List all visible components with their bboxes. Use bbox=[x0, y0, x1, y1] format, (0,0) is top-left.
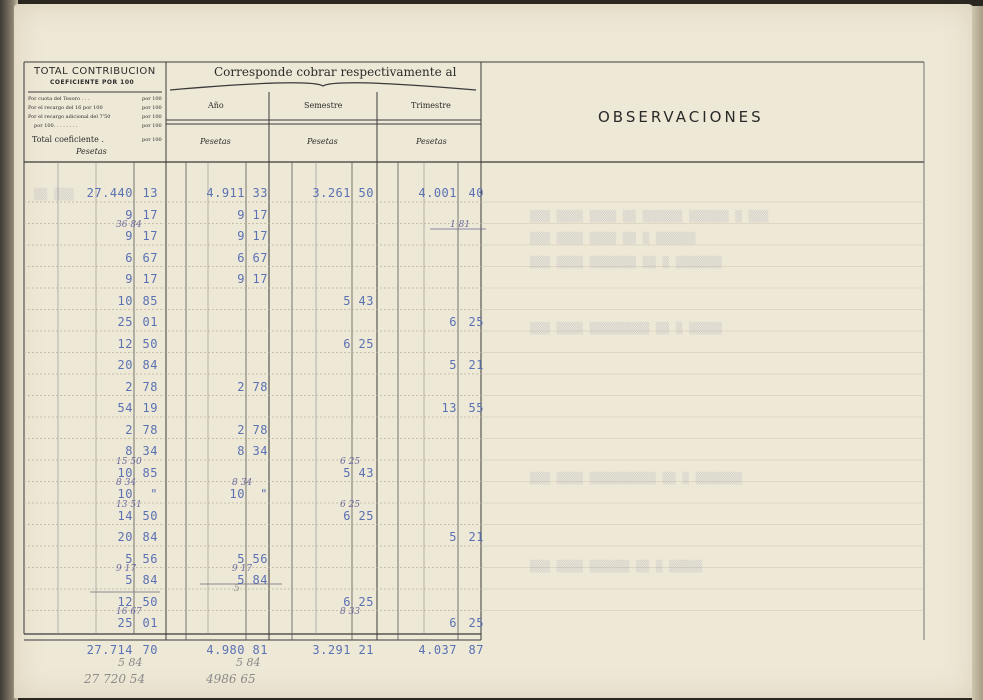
handwritten-note: 13 51 bbox=[116, 499, 142, 510]
amount-int: 10 bbox=[117, 465, 133, 480]
ghost-text: ▒▒ ▒▒▒ bbox=[34, 188, 74, 201]
amount-dec: 01 bbox=[142, 616, 158, 630]
total-int: 4.037 bbox=[418, 643, 457, 657]
amount-int: 13 bbox=[441, 401, 457, 415]
amount-dec: 67 bbox=[252, 250, 268, 265]
amount-int: 4.911 bbox=[206, 186, 245, 200]
amount-int: 9 bbox=[237, 229, 245, 243]
ghost-text: ▒▒▒ ▒▒▒▒ ▒▒▒▒ ▒▒ ▒▒▒▒▒▒ ▒▒▒▒▒▒ ▒ ▒▒▒ bbox=[530, 210, 769, 223]
amount-int: 8 bbox=[125, 444, 133, 458]
amount-int: 5 bbox=[343, 293, 351, 308]
line-cuota: Por cuota del Tesoro . . . bbox=[28, 96, 90, 102]
amount-int: 12 bbox=[117, 594, 133, 609]
amount-dec: 19 bbox=[142, 401, 158, 415]
pesetas-trimestre: Pesetas bbox=[416, 137, 447, 146]
amount-int: 5 bbox=[237, 551, 245, 566]
amount-int: 20 bbox=[117, 358, 133, 372]
amount-int: 5 bbox=[449, 530, 457, 544]
amount-int: 10 bbox=[117, 487, 133, 501]
ghost-text: ▒▒▒ ▒▒▒▒ ▒▒▒▒▒▒▒▒▒▒ ▒▒ ▒ ▒▒▒▒▒▒▒ bbox=[530, 472, 742, 485]
amount-dec: 84 bbox=[142, 358, 158, 372]
amount-int: 5 bbox=[125, 573, 133, 587]
amount-int: 4.001 bbox=[418, 186, 457, 200]
amount-int: 10 bbox=[229, 487, 245, 501]
total-dec: 21 bbox=[358, 643, 374, 657]
line-por100-unit: por 100 bbox=[142, 123, 162, 129]
total-coeficiente-unit: por 100 bbox=[142, 137, 162, 143]
amount-dec: 17 bbox=[142, 207, 158, 222]
amount-dec: 43 bbox=[358, 465, 374, 480]
amount-int: 25 bbox=[117, 616, 133, 630]
col-semestre: Semestre bbox=[304, 101, 343, 110]
amount-dec: 40 bbox=[468, 186, 484, 200]
amount-dec: 25 bbox=[358, 508, 374, 523]
amount-int: 9 bbox=[125, 272, 133, 286]
total-dec: 87 bbox=[468, 643, 484, 657]
amount-int: 6 bbox=[343, 594, 351, 609]
handwritten-note: 36 84 bbox=[116, 220, 142, 230]
col-ano: Año bbox=[208, 101, 224, 110]
total-dec: 81 bbox=[252, 643, 268, 657]
amount-int: 20 bbox=[117, 530, 133, 544]
amount-int: 14 bbox=[117, 508, 133, 523]
pesetas-ano: Pesetas bbox=[200, 137, 231, 146]
amount-dec: 17 bbox=[252, 207, 268, 222]
amount-dec: 84 bbox=[142, 573, 158, 587]
amount-dec: 25 bbox=[468, 315, 484, 329]
col-trimestre: Trimestre bbox=[411, 101, 451, 110]
pencil-note: 5 bbox=[234, 584, 240, 594]
amount-int: 2 bbox=[237, 422, 245, 437]
amount-dec: 78 bbox=[142, 379, 158, 394]
total-contribucion-title: TOTAL CONTRIBUCION bbox=[34, 66, 156, 77]
amount-int: 25 bbox=[117, 315, 133, 329]
amount-int: 12 bbox=[117, 336, 133, 351]
total-int: 3.291 bbox=[312, 643, 351, 657]
pesetas-total: Pesetas bbox=[76, 147, 107, 156]
amount-int: 5 bbox=[237, 573, 245, 587]
amount-int: 27.440 bbox=[86, 186, 133, 200]
total-int: 27.714 bbox=[86, 643, 133, 657]
amount-dec: 17 bbox=[252, 229, 268, 243]
amount-int: 6 bbox=[343, 336, 351, 351]
amount-dec: 78 bbox=[252, 379, 268, 394]
handwritten-note: 6 25 bbox=[340, 456, 361, 467]
handwritten-note: 9 17 bbox=[232, 564, 253, 574]
amount-dec: 17 bbox=[252, 272, 268, 286]
amount-dec: 50 bbox=[358, 186, 374, 200]
amount-dec: 34 bbox=[142, 444, 158, 458]
amount-dec: 78 bbox=[252, 422, 268, 437]
line-recargo750: Por el recargo adicional del 7'50 bbox=[28, 114, 111, 120]
amount-dec: 84 bbox=[142, 530, 158, 544]
amount-int: 6 bbox=[343, 508, 351, 523]
amount-dec: 56 bbox=[142, 551, 158, 566]
total-int: 4.980 bbox=[206, 643, 245, 657]
amount-int: 5 bbox=[343, 465, 351, 480]
handwritten-note: 6 25 bbox=[340, 499, 361, 510]
amount-dec: 25 bbox=[358, 594, 374, 609]
line-cuota-unit: por 100 bbox=[142, 96, 162, 102]
amount-dec: 50 bbox=[142, 508, 158, 523]
amount-dec: 55 bbox=[468, 401, 484, 415]
amount-dec: 25 bbox=[358, 336, 374, 351]
handwritten-note: 8 34 bbox=[232, 478, 253, 488]
amount-dec: 21 bbox=[468, 530, 484, 544]
ghost-text: ▒▒▒ ▒▒▒▒ ▒▒▒▒▒▒ ▒▒ ▒ ▒▒▒▒▒ bbox=[530, 560, 703, 573]
amount-dec: 85 bbox=[142, 465, 158, 480]
pencil-note: 27 720 54 bbox=[84, 672, 146, 686]
amount-dec: 56 bbox=[252, 551, 268, 566]
ghost-text: ▒▒▒ ▒▒▒▒ ▒▒▒▒▒▒▒ ▒▒ ▒ ▒▒▒▒▒▒▒ bbox=[530, 256, 723, 269]
amount-int: 6 bbox=[449, 616, 457, 630]
pencil-note: 5 84 bbox=[118, 656, 143, 669]
line-por100: por 100. . . . . . . . bbox=[34, 123, 78, 129]
amount-dec: 67 bbox=[142, 250, 158, 265]
amount-int: 3.261 bbox=[312, 186, 351, 200]
amount-int: 5 bbox=[125, 551, 133, 566]
pencil-note: 5 84 bbox=[236, 656, 261, 669]
amount-dec: 17 bbox=[142, 229, 158, 243]
ghost-text: ▒▒▒ ▒▒▒▒ ▒▒▒▒ ▒▒ ▒ ▒▒▒▒▒▒ bbox=[530, 232, 696, 245]
amount-int: 5 bbox=[449, 358, 457, 372]
coeficiente-label: COEFICIENTE POR 100 bbox=[50, 79, 135, 86]
amount-int: 2 bbox=[237, 379, 245, 394]
total-coeficiente: Total coeficiente . bbox=[32, 135, 104, 144]
handwritten-note: 16 67 bbox=[116, 607, 142, 617]
pesetas-semestre: Pesetas bbox=[307, 137, 338, 146]
handwritten-note: 15 50 bbox=[116, 456, 142, 467]
amount-int: 9 bbox=[125, 229, 133, 243]
amount-dec: 50 bbox=[142, 594, 158, 609]
line-recargo16: Por el recargo del 16 por 100 bbox=[28, 105, 103, 111]
amount-dec: 13 bbox=[142, 186, 158, 200]
total-dec: 70 bbox=[142, 643, 158, 657]
amount-int: 10 bbox=[117, 293, 133, 308]
amount-dec: 84 bbox=[252, 573, 268, 587]
amount-dec: 43 bbox=[358, 293, 374, 308]
amount-int: 9 bbox=[237, 207, 245, 222]
pencil-note: 4986 65 bbox=[206, 672, 256, 686]
amount-int: 6 bbox=[125, 250, 133, 265]
corresponde-heading: Corresponde cobrar respectivamente al bbox=[214, 65, 457, 79]
amount-dec: 25 bbox=[468, 616, 484, 630]
amount-dec: 21 bbox=[468, 358, 484, 372]
amount-int: 2 bbox=[125, 379, 133, 394]
amount-int: 6 bbox=[449, 315, 457, 329]
amount-dec: 17 bbox=[142, 272, 158, 286]
line-recargo750-unit: por 100 bbox=[142, 114, 162, 120]
amount-dec: 01 bbox=[142, 315, 158, 329]
handwritten-note: 1 81 bbox=[450, 220, 471, 230]
handwritten-note: 8 33 bbox=[340, 607, 361, 617]
ghost-text: ▒▒▒ ▒▒▒▒ ▒▒▒▒▒▒▒▒▒ ▒▒ ▒ ▒▒▒▒▒ bbox=[530, 322, 723, 335]
amount-dec: " bbox=[260, 487, 268, 501]
amount-dec: " bbox=[150, 487, 158, 501]
amount-int: 8 bbox=[237, 444, 245, 458]
amount-int: 9 bbox=[237, 272, 245, 286]
amount-dec: 34 bbox=[252, 444, 268, 458]
amount-dec: 78 bbox=[142, 422, 158, 437]
amount-dec: 33 bbox=[252, 186, 268, 200]
amount-int: 6 bbox=[237, 250, 245, 265]
amount-int: 9 bbox=[125, 207, 133, 222]
amount-dec: 85 bbox=[142, 293, 158, 308]
handwritten-note: 8 34 bbox=[116, 478, 137, 488]
observaciones-title: OBSERVACIONES bbox=[598, 108, 764, 126]
amount-dec: 50 bbox=[142, 336, 158, 351]
handwritten-note: 9 17 bbox=[116, 564, 137, 574]
amount-int: 54 bbox=[117, 401, 133, 415]
line-recargo16-unit: por 100 bbox=[142, 105, 162, 111]
amount-int: 2 bbox=[125, 422, 133, 437]
